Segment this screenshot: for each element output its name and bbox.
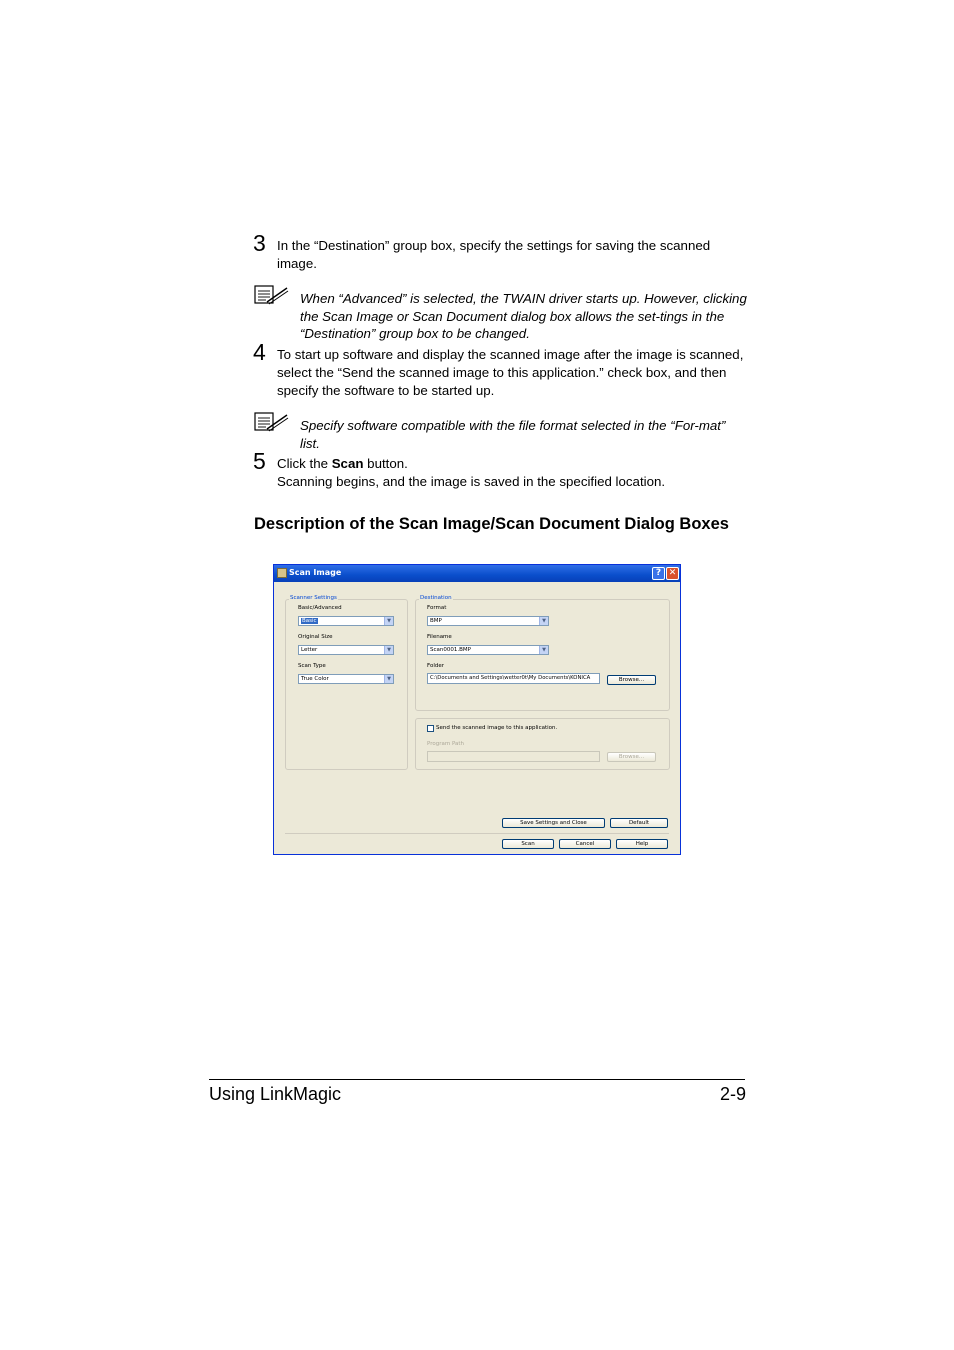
chevron-down-icon[interactable]: ▼: [384, 617, 393, 625]
chevron-down-icon[interactable]: ▼: [539, 646, 548, 654]
format-label: Format: [427, 605, 447, 611]
step-number: 5: [253, 448, 266, 474]
folder-browse-button[interactable]: Browse...: [607, 675, 656, 685]
chevron-down-icon[interactable]: ▼: [384, 646, 393, 654]
footer-section-title: Using LinkMagic: [209, 1084, 342, 1104]
step-number: 4: [253, 339, 266, 365]
scan-type-value: True Color: [301, 676, 329, 682]
original-size-select[interactable]: [298, 645, 394, 655]
scanner-icon: [277, 568, 287, 578]
cancel-button[interactable]: Cancel: [559, 839, 611, 849]
destination-label: Destination: [420, 595, 452, 601]
step-text-line2: Scanning begins, and the image is saved in the specified location.: [277, 473, 666, 489]
step-text-before: Click the: [277, 456, 332, 471]
dialog-title: Scan Image: [289, 568, 342, 577]
step-number: 3: [253, 230, 266, 256]
step-text: [277, 455, 747, 491]
step-text: To start up software and display the scanned image after the image is scanned, select the “Send the scanned image to this application.” check box, and then specify the software to be started up.: [277, 347, 744, 398]
send-app-label: Send the scanned image to this application.: [436, 725, 558, 731]
button-separator: [285, 833, 669, 834]
scan-button[interactable]: Scan: [502, 839, 554, 849]
filename-value: Scan0001.BMP: [430, 647, 471, 653]
send-app-checkbox[interactable]: [427, 725, 434, 732]
scan-type-label: Scan Type: [298, 663, 326, 669]
note-pencil-icon: [253, 411, 291, 433]
close-icon[interactable]: ✕: [666, 567, 679, 580]
basic-advanced-select[interactable]: [298, 616, 394, 626]
original-size-value: Letter: [301, 647, 318, 653]
note-text: When “Advanced” is selected, the TWAIN driver starts up. However, clicking the Scan Image or Scan Document dialog box allows the set-tings in the “Destination” group box to be changed.: [300, 291, 747, 341]
filename-combo[interactable]: [427, 645, 549, 655]
program-browse-button[interactable]: Browse...: [607, 752, 656, 762]
help-button[interactable]: Help: [616, 839, 668, 849]
folder-label: Folder: [427, 663, 444, 669]
chevron-down-icon[interactable]: ▼: [539, 617, 548, 625]
format-value: BMP: [430, 618, 442, 624]
scan-type-select[interactable]: [298, 674, 394, 684]
format-select[interactable]: [427, 616, 549, 626]
note-text: Specify software compatible with the file format selected in the “For-mat” list.: [300, 418, 726, 451]
program-path-input[interactable]: [427, 751, 600, 762]
save-settings-button[interactable]: Save Settings and Close: [502, 818, 605, 828]
page-number: 2-9: [719, 1084, 746, 1104]
note-pencil-icon: [253, 284, 291, 306]
basic-advanced-label: Basic/Advanced: [298, 605, 342, 611]
dialog-titlebar: [274, 565, 680, 582]
step-text-after: button.: [363, 456, 408, 471]
step-text-bold: Scan: [331, 456, 364, 471]
footer-rule: [209, 1079, 745, 1080]
scanner-settings-label: Scanner Settings: [290, 595, 337, 601]
filename-label: Filename: [427, 634, 452, 640]
step-text: In the “Destination” group box, specify the settings for saving the scanned image.: [277, 238, 711, 271]
basic-advanced-value: Basic: [302, 618, 317, 624]
program-path-label: Program Path: [427, 741, 465, 747]
chevron-down-icon[interactable]: ▼: [384, 675, 393, 683]
folder-input[interactable]: C:\Documents and Settings\wetter0t\My Documents\KONICA: [427, 673, 600, 684]
default-button[interactable]: Default: [610, 818, 668, 828]
help-title-button[interactable]: ?: [652, 567, 665, 580]
scan-image-dialog: [273, 564, 681, 855]
original-size-label: Original Size: [298, 634, 333, 640]
section-heading: Description of the Scan Image/Scan Document Dialog Boxes: [254, 515, 729, 533]
